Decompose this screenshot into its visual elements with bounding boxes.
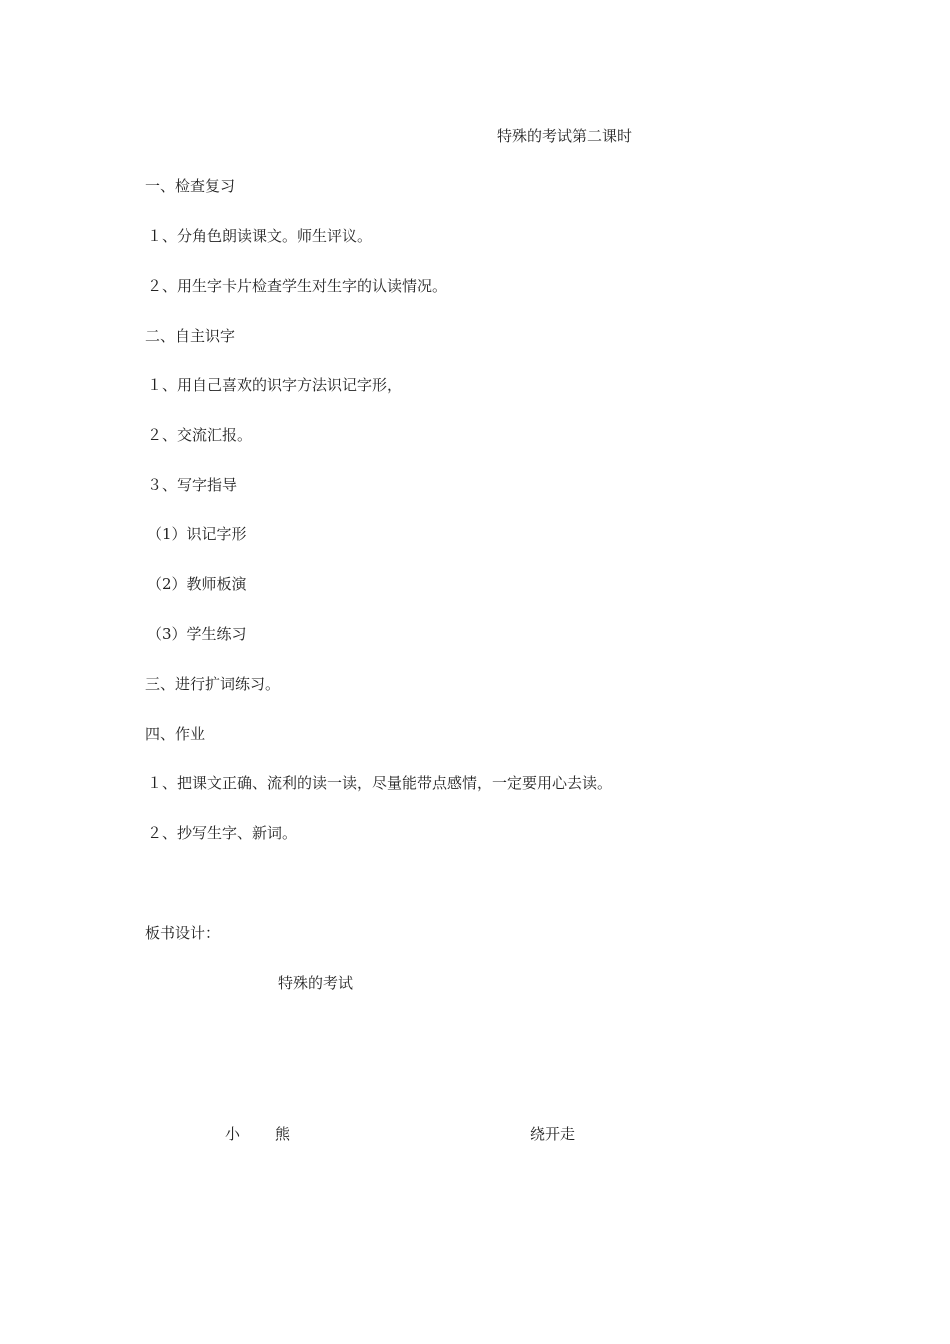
- section-heading-self-study: 二、自主识字: [145, 327, 236, 345]
- self-study-item-1: １、用自己喜欢的识字方法识记字形，: [147, 376, 403, 394]
- homework-item-1: １、把课文正确、流利的读一读，尽量能带点感情，一定要用心去读。: [147, 774, 613, 792]
- homework-item-2: ２、抄写生字、新词。: [147, 824, 298, 842]
- section-heading-word-practice: 三、进行扩词练习。: [145, 675, 281, 693]
- board-design-title: 特殊的考试: [278, 974, 354, 992]
- writing-sub-item-2: （2）教师板演: [147, 575, 247, 593]
- writing-sub-item-1: （1）识记字形: [147, 525, 247, 543]
- self-study-item-3: ３、写字指导: [147, 476, 238, 494]
- board-text-right: 绕开走: [530, 1125, 576, 1143]
- section-heading-review: 一、检查复习: [145, 177, 236, 195]
- review-item-1: １、分角色朗读课文。师生评议。: [147, 227, 373, 245]
- writing-sub-item-3: （3）学生练习: [147, 625, 247, 643]
- board-text-left-2: 熊: [275, 1125, 291, 1143]
- board-text-left-1: 小: [225, 1125, 241, 1143]
- review-item-2: ２、用生字卡片检查学生对生字的认读情况。: [147, 277, 448, 295]
- section-heading-homework: 四、作业: [145, 725, 206, 743]
- document-title: 特殊的考试第二课时: [497, 127, 633, 145]
- self-study-item-2: ２、交流汇报。: [147, 426, 253, 444]
- board-design-label: 板书设计：: [145, 924, 221, 942]
